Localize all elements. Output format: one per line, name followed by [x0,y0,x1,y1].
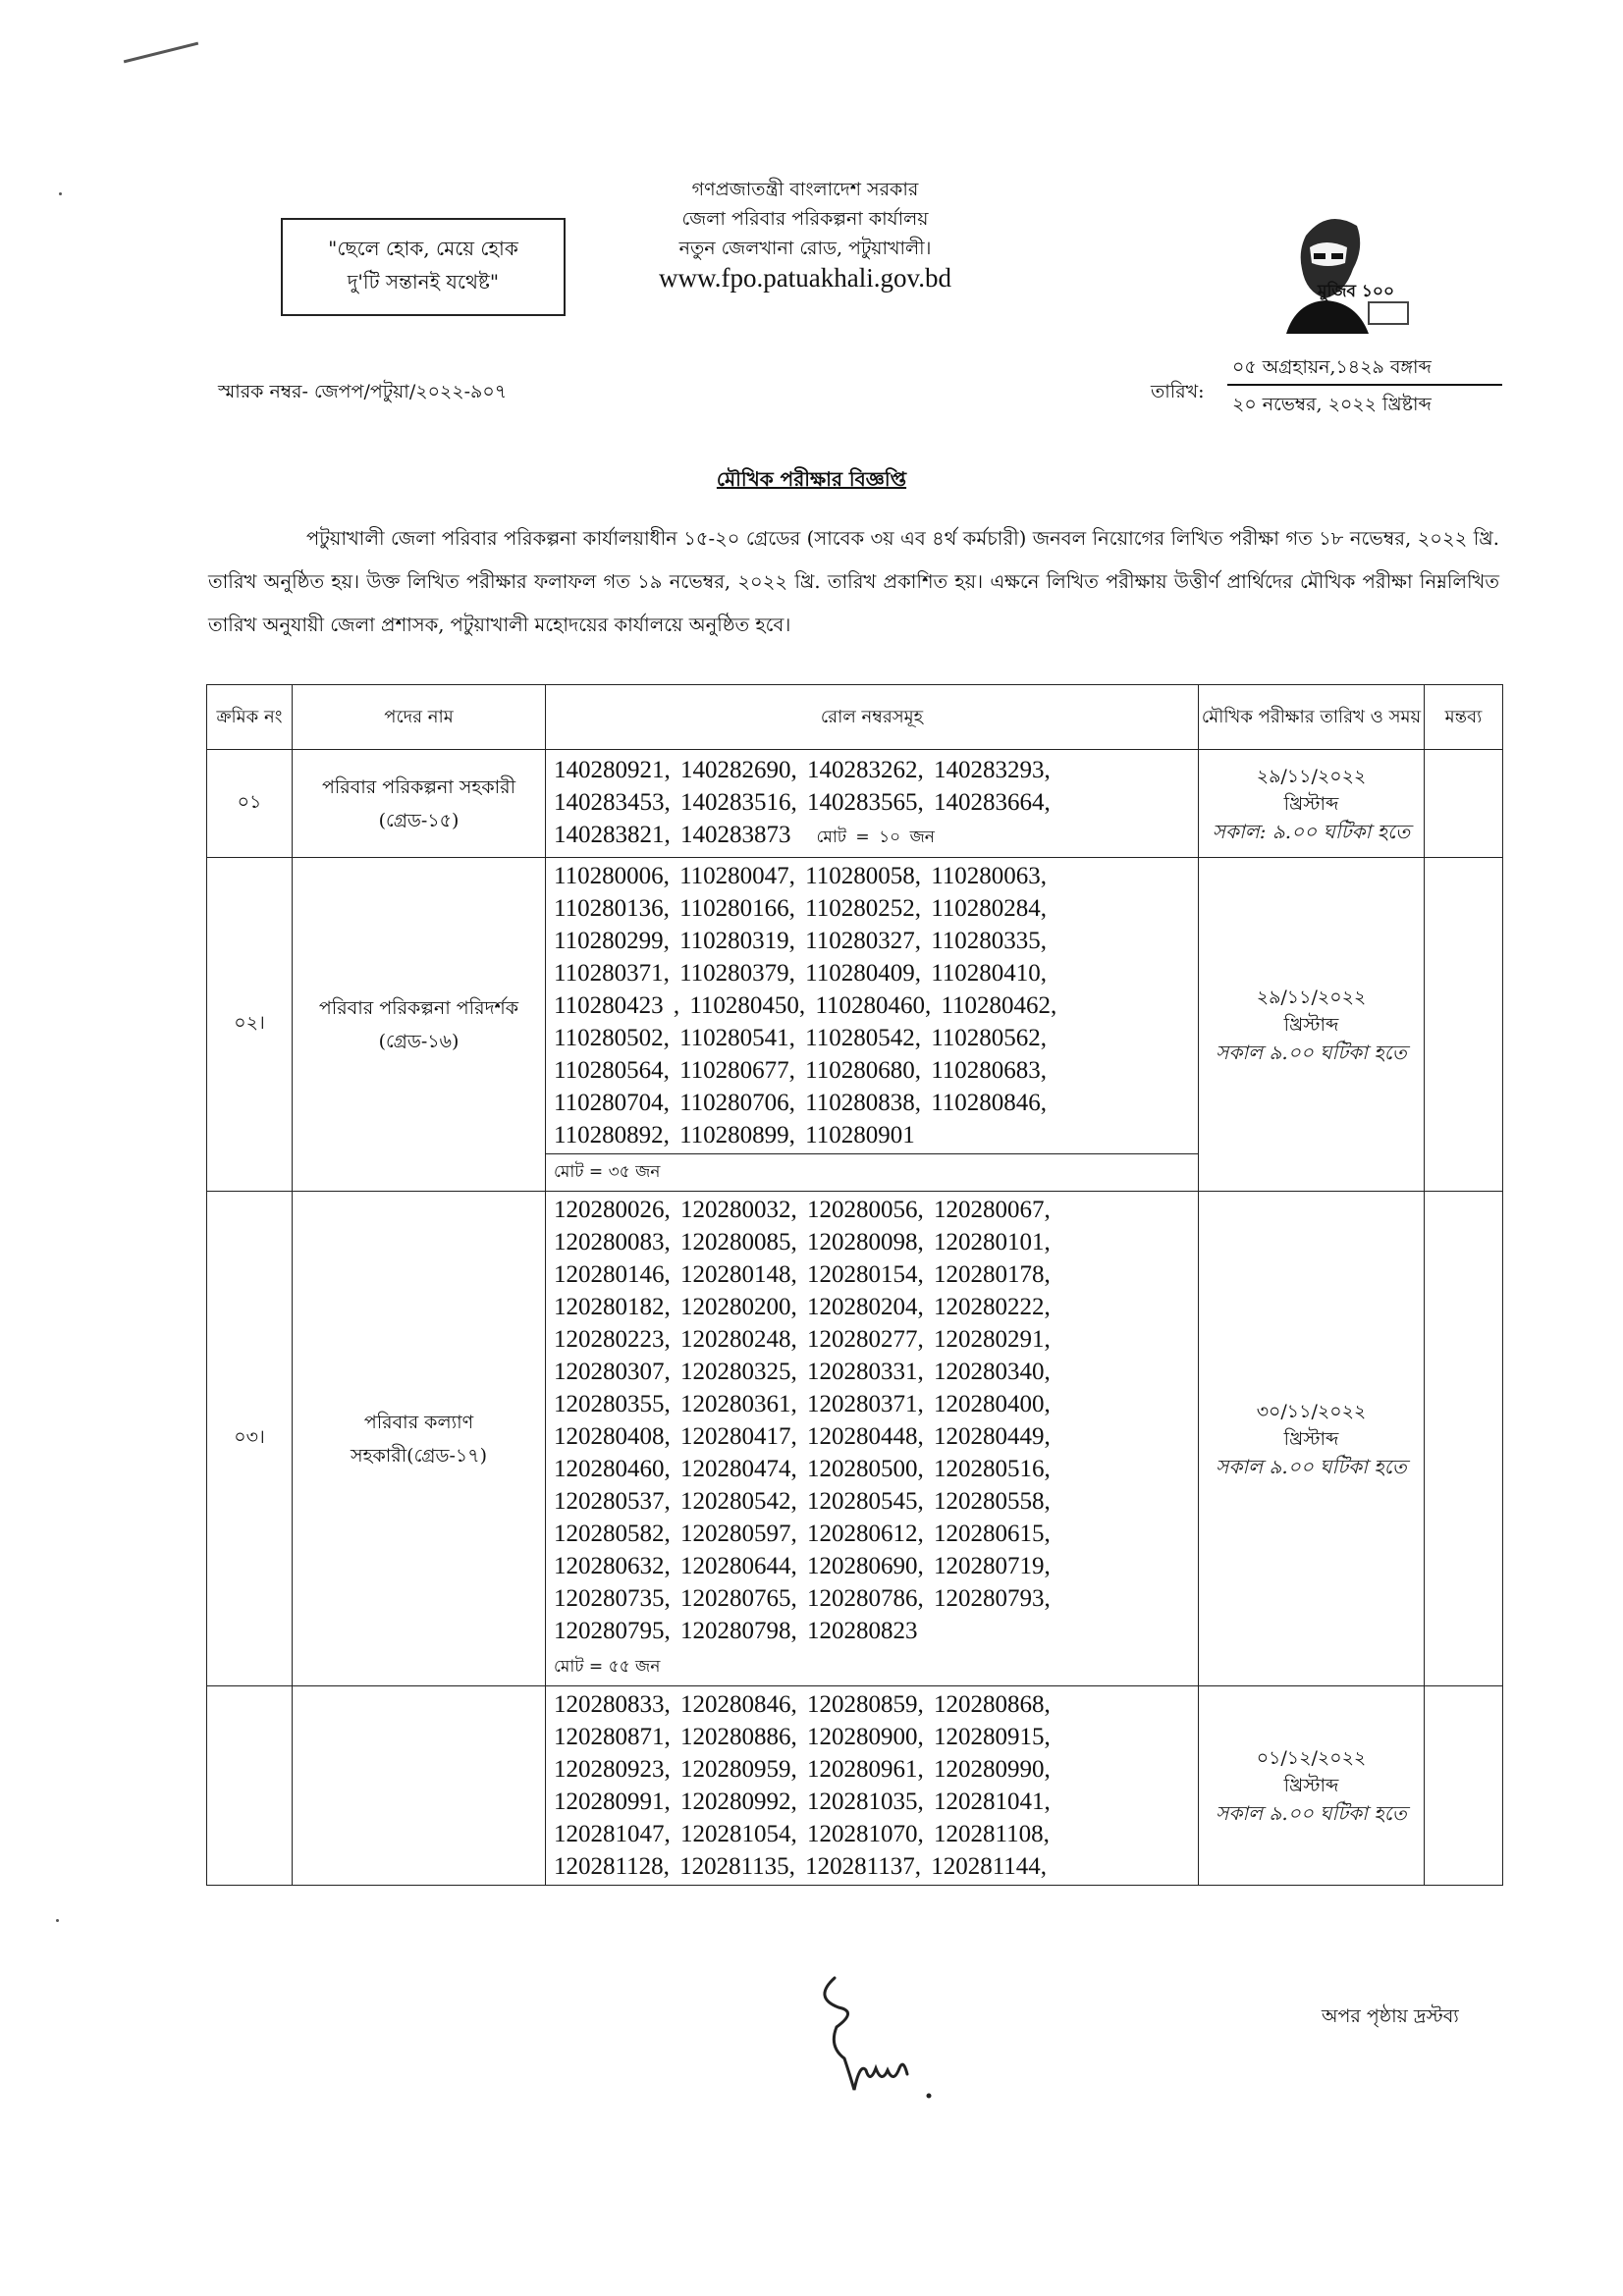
exam-date: ২৯/১১/২০২২ [1256,765,1367,787]
roll-line: 120280582, 120280597, 120280612, 120280615, [554,1521,1051,1547]
exam-time: সকাল: ৯.০০ ঘটিকা হতে [1212,819,1411,843]
speck-mark [56,1919,59,1922]
date-bangla: ০৫ অগ্রহায়ন,১৪২৯ বঙ্গাব্দ [1232,356,1432,378]
serial-cell: ০১ [207,750,293,858]
date-cell [1199,750,1425,858]
total-count: মোট = ৫৫ জন [554,1657,661,1677]
serial-cell: ০২। [207,858,293,1192]
post-cell: পরিবার পরিকল্পনা সহকারী (গ্রেড-১৫) [293,750,546,858]
office-website: www.fpo.patuakhali.gov.bd [659,263,951,293]
notice-title-text: মৌখিক পরীক্ষার বিজ্ঞপ্তি [716,467,907,491]
roll-line: 110280502, 110280541, 110280542, 110280562, [554,1025,1048,1051]
date-divider [1227,384,1502,386]
date-label: তারিখ: [1151,381,1205,402]
header-serial: ক্রমিক নং [207,685,293,750]
date-cell [1199,1686,1425,1886]
roll-line: 120280460, 120280474, 120280500, 120280516, [554,1456,1051,1482]
office-name: জেলা পরিবার পরিকল্পনা কার্যালয় [681,208,929,230]
exam-era: খ্রিস্টাব্দ [1283,1775,1339,1796]
roll-line [554,819,1190,854]
memo-number: স্মারক নম্বর- জেপপ/পটুয়া/২০২২-৯০৭ [218,381,508,402]
exam-time: সকাল ৯.০০ ঘটিকা হতে [1216,1454,1407,1478]
letterhead [609,175,1001,293]
roll-line: 120280355, 120280361, 120280371, 120280400, [554,1391,1051,1417]
remarks-cell [1425,1192,1503,1686]
roll-line: 120280083, 120280085, 120280098, 120280101, [554,1229,1051,1255]
roll-line: 120280182, 120280200, 120280204, 120280222, [554,1294,1051,1320]
roll-line: 110280299, 110280319, 110280327, 110280335, [554,928,1048,954]
serial-cell: ০৩। [207,1192,293,1686]
remarks-cell [1425,1686,1503,1886]
table-row [207,750,1503,858]
roll-line: 120280146, 120280148, 120280154, 120280178, [554,1261,1051,1288]
total-count: মোট = ৩৫ জন [546,1153,1198,1189]
date-english: ২০ নভেম্বর, ২০২২ খ্রিষ্টাব্দ [1232,394,1432,415]
slogan-line-1: "ছেলে হোক, মেয়ে হোক [328,237,518,260]
notice-body: পটুয়াখালী জেলা পরিবার পরিকল্পনা কার্যালয়াধীন ১৫-২০ গ্রেডের (সাবেক ৩য় এব ৪র্থ কর্মচারী) জনবল নিয়োগের লিখিত পরীক্ষা গত ১৮ নভেম্বর, ২০২২ খ্রি. তারিখ অনুষ্ঠিত হয়। উক্ত লিখিত পরীক্ষার ফলাফল গত ১৯ নভেম্বর, ২০২২ খ্রি. তারিখ প্রকাশিত হয়। এক্ষনে লিখিত পরীক্ষায় উত্তীর্ণ প্রার্থিদের মৌখিক পরীক্ষা নিম্নলিখিত তারিখ অনুযায়ী জেলা প্রশাসক, পটুয়াখালী মহোদয়ের কার্যালয়ে অনুষ্ঠিত হবে। [208,527,1499,636]
next-page-note: অপর পৃষ্ঠায় দ্রস্টব্য [1322,2005,1459,2027]
exam-era: খ্রিস্টাব্দ [1283,1013,1339,1036]
roll-line: 110280136, 110280166, 110280252, 110280284, [554,895,1048,922]
exam-time: সকাল ৯.০০ ঘটিকা হতে [1216,1801,1407,1825]
slogan-line-2: দু'টি সন্তানই যথেষ্ট" [347,270,500,294]
roll-line: 110280892, 110280899, 110280901 [554,1122,915,1148]
roll-line: 120280795, 120280798, 120280823 [554,1618,918,1644]
exam-era: খ্রিস্টাব্দ [1283,1427,1339,1450]
date-cell [1199,858,1425,1192]
rolls-cell [546,750,1199,858]
exam-era: খ্রিস্টাব্দ [1283,792,1339,815]
roll-line: 120281047, 120281054, 120281070, 120281108, [554,1821,1050,1847]
portrait-icon [1267,208,1424,334]
post-cell: পরিবার পরিকল্পনা পরিদর্শক (গ্রেড-১৬) [293,858,546,1192]
serial-cell [207,1686,293,1886]
roll-line: 120280735, 120280765, 120280786, 120280793, [554,1585,1051,1612]
date-cell [1199,1192,1425,1686]
roll-line: 120280307, 120280325, 120280331, 120280340, [554,1359,1051,1385]
table-header-row [207,685,1503,750]
roll-line: 120280871, 120280886, 120280900, 120280915, [554,1724,1051,1750]
roll-line: 120280632, 120280644, 120280690, 120280719, [554,1553,1051,1579]
roll-line: 110280564, 110280677, 110280680, 110280683, [554,1057,1048,1084]
slogan-box [281,218,566,316]
roll-line: 120280991, 120280992, 120281035, 120281041, [554,1789,1051,1815]
roll-line: 120280026, 120280032, 120280056, 120280067, [554,1197,1051,1223]
rolls-cell [546,858,1199,1192]
roll-line: 120280923, 120280959, 120280961, 120280990, [554,1756,1051,1783]
mujib-100-logo [1267,208,1424,334]
header-rolls: রোল নম্বরসমূহ [546,685,1199,750]
table-row [207,1686,1503,1886]
pen-stroke-mark [124,42,198,64]
roll-line: 110280704, 110280706, 110280838, 110280846, [554,1090,1048,1116]
signature-icon [805,1968,962,2106]
roll-line: 110280006, 110280047, 110280058, 110280063, [554,863,1048,889]
exam-date: ৩০/১১/২০২২ [1256,1400,1367,1422]
logo-text: মুজিব ১০০ [1318,282,1395,301]
rolls-cell [546,1686,1199,1886]
roll-line: 140283453, 140283516, 140283565, 140283664, [554,788,1051,816]
total-count: মোট = ১০ জন [816,827,935,847]
table-row [207,858,1503,1192]
roll-line: 120280537, 120280542, 120280545, 120280558, [554,1488,1051,1515]
exam-date: ০১/১২/২০২২ [1256,1747,1367,1769]
exam-time: সকাল ৯.০০ ঘটিকা হতে [1216,1040,1407,1064]
roll-line: 110280371, 110280379, 110280409, 110280410, [554,960,1048,987]
header-remarks: মন্তব্য [1425,685,1503,750]
remarks-cell [1425,858,1503,1192]
notice-title [0,465,1623,498]
exam-date: ২৯/১১/২০২২ [1256,986,1367,1008]
post-cell [293,1686,546,1886]
government-name: গণপ্রজাতন্ত্রী বাংলাদেশ সরকার [691,179,919,200]
roll-line: 120280833, 120280846, 120280859, 120280868, [554,1691,1051,1718]
header-post: পদের নাম [293,685,546,750]
roll-line: 120281128, 120281135, 120281137, 120281144, [554,1853,1048,1880]
office-address: নতুন জেলখানা রোড, পটুয়াখালী। [678,238,932,259]
rolls-cell [546,1192,1199,1686]
roll-line-text: 140283821, 140283873 [554,821,791,848]
speck-mark [59,192,62,195]
roll-line: 140280921, 140282690, 140283262, 140283293, [554,756,1051,783]
signature [805,1968,962,2106]
roll-line: 120280223, 120280248, 120280277, 120280291, [554,1326,1051,1353]
header-date: মৌখিক পরীক্ষার তারিখ ও সময় [1199,685,1425,750]
roll-line: 110280423 , 110280450, 110280460, 110280462, [554,992,1057,1019]
table-row [207,1192,1503,1686]
post-cell: পরিবার কল্যাণ সহকারী(গ্রেড-১৭) [293,1192,546,1686]
roll-line: 120280408, 120280417, 120280448, 120280449, [554,1423,1051,1450]
roll-number-table [206,684,1503,1886]
remarks-cell [1425,750,1503,858]
